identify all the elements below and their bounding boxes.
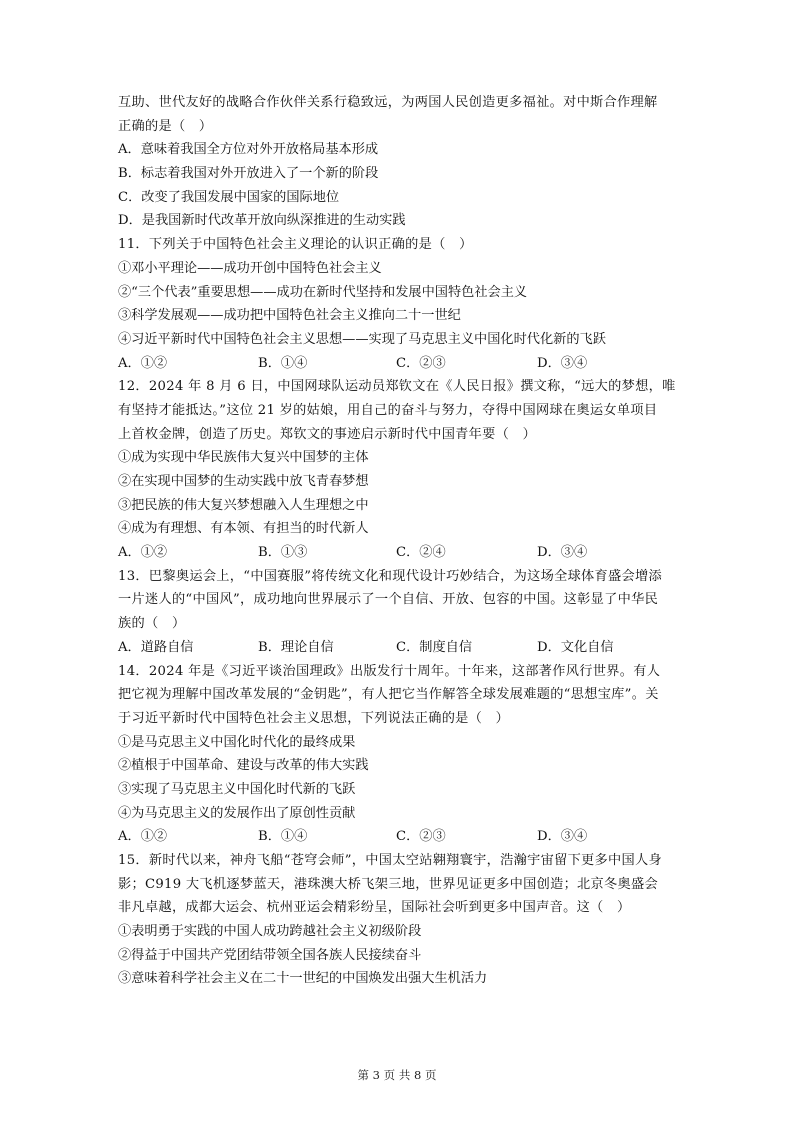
question-stem: 族的（ ） (118, 616, 186, 632)
question-stem: 11．下列关于中国特色社会主义理论的认识正确的是（ ） (118, 237, 473, 253)
answer-options (118, 636, 688, 660)
option-b: B．①④ (258, 829, 308, 845)
statement-item: ③科学发展观——成功把中国特色社会主义推向二十一世纪 (118, 308, 461, 324)
question-stem: 于习近平新时代中国特色社会主义思想，下列说法正确的是（ ） (118, 710, 510, 726)
question-stem: 非凡卓越，成都大运会、杭州亚运会精彩纷呈，国际社会听到更多中国声音。这（ ） (118, 900, 631, 916)
answer-options (118, 541, 688, 565)
statement-item: ④成为有理想、有本领、有担当的时代新人 (118, 521, 369, 537)
statement-item: ④为马克思主义的发展作出了原创性贡献 (118, 805, 356, 821)
option-d: D．③④ (537, 545, 588, 561)
question-stem: 影；C919 大飞机逐梦蓝天，港珠澳大桥飞架三地，世界见证更多中国创造；北京冬奥盛会 (118, 876, 658, 892)
document-body (118, 91, 688, 991)
question-stem: 上首枚金牌，创造了历史。郑钦文的事迹启示新时代中国青年要（ ） (118, 426, 537, 442)
statement-item: ②在实现中国梦的生动实践中放飞青春梦想 (118, 474, 369, 489)
option-b: B．理论自信 (258, 639, 334, 655)
question-stem: 13．巴黎奥运会上，“中国赛服”将传统文化和现代设计巧妙结合，为这场全球体育盛会增添 (118, 568, 662, 584)
question-stem: 有坚持才能抵达。”这位 21 岁的姑娘，用自己的奋斗与努力，夺得中国网球在奥运女单项目 (118, 402, 658, 418)
option-b: B．①③ (258, 545, 308, 561)
question-14 (118, 660, 688, 850)
option-a: A．①② (118, 829, 168, 845)
statement-item: ①表明勇于实践的中国人成功跨越社会主义初级阶段 (118, 924, 422, 940)
statement-item: ④习近平新时代中国特色社会主义思想——实现了马克思主义中国化时代化新的飞跃 (118, 331, 606, 347)
question-15 (118, 849, 688, 991)
option-d: D．是我国新时代改革开放向纵深推进的生动实践 (118, 213, 406, 229)
answer-options (118, 825, 688, 849)
option-c: C．改变了我国发展中国家的国际地位 (118, 189, 340, 205)
option-c: C．制度自信 (396, 639, 473, 655)
answer-options (118, 352, 688, 376)
option-b: B．①④ (258, 355, 308, 371)
question-stem: 14．2024 年是《习近平谈治国理政》出版发行十周年。十年来，这部著作风行世界。有人 (118, 663, 661, 679)
option-a: A．①② (118, 545, 168, 561)
option-c: C．②③ (396, 829, 446, 845)
option-a: A．①② (118, 355, 168, 371)
option-d: D．③④ (537, 355, 588, 371)
statement-item: ①邓小平理论——成功开创中国特色社会主义 (118, 260, 382, 276)
statement-item: ③意味着科学社会主义在二十一世纪的中国焕发出强大生机活力 (118, 971, 488, 987)
question-11 (118, 233, 688, 375)
statement-item: ③把民族的伟大复兴梦想融入人生理想之中 (118, 497, 369, 513)
statement-item: ③实现了马克思主义中国化时代新的飞跃 (118, 781, 356, 797)
statement-item: ②得益于中国共产党团结带领全国各族人民接续奋斗 (118, 947, 422, 963)
option-d: D．③④ (537, 829, 588, 845)
option-b: B．标志着我国对外开放进入了一个新的阶段 (118, 166, 379, 182)
page-number: 第 3 页 共 8 页 (357, 1068, 437, 1082)
text-line: 正确的是（ ） (118, 118, 213, 134)
option-c: C．②④ (396, 545, 446, 561)
option-c: C．②③ (396, 355, 446, 371)
question-stem: 把它视为理解中国改革发展的“金钥匙”，有人把它当作解答全球发展难题的“思想宝库”。关 (118, 687, 659, 703)
question-stem: 12．2024 年 8 月 6 日，中国网球队运动员郑钦文在《人民日报》撰文称，“远大的梦想，唯 (118, 379, 676, 395)
option-a: A．意味着我国全方位对外开放格局基本形成 (118, 142, 379, 158)
option-a: A．道路自信 (118, 639, 194, 655)
q10-continuation (118, 91, 688, 233)
statement-item: ②植根于中国革命、建设与改革的伟大实践 (118, 758, 369, 774)
question-stem: 一片迷人的“中国风”，成功地向世界展示了一个自信、开放、包容的中国。这彰显了中华民 (118, 592, 659, 608)
option-d: D．文化自信 (537, 639, 614, 655)
question-12 (118, 375, 688, 565)
question-13 (118, 565, 688, 660)
statement-item: ①是马克思主义中国化时代化的最终成果 (118, 734, 356, 750)
question-stem: 15．新时代以来，神舟飞船“苍穹会师”，中国太空站翱翔寰宇，浩瀚宇宙留下更多中国人身 (118, 853, 662, 868)
text-line: 互助、世代友好的战略合作伙伴关系行稳致远，为两国人民创造更多福祉。对中斯合作理解 (118, 95, 658, 110)
statement-item: ②“三个代表”重要思想——成功在新时代坚持和发展中国特色社会主义 (118, 284, 528, 300)
statement-item: ①成为实现中华民族伟大复兴中国梦的主体 (118, 450, 369, 466)
